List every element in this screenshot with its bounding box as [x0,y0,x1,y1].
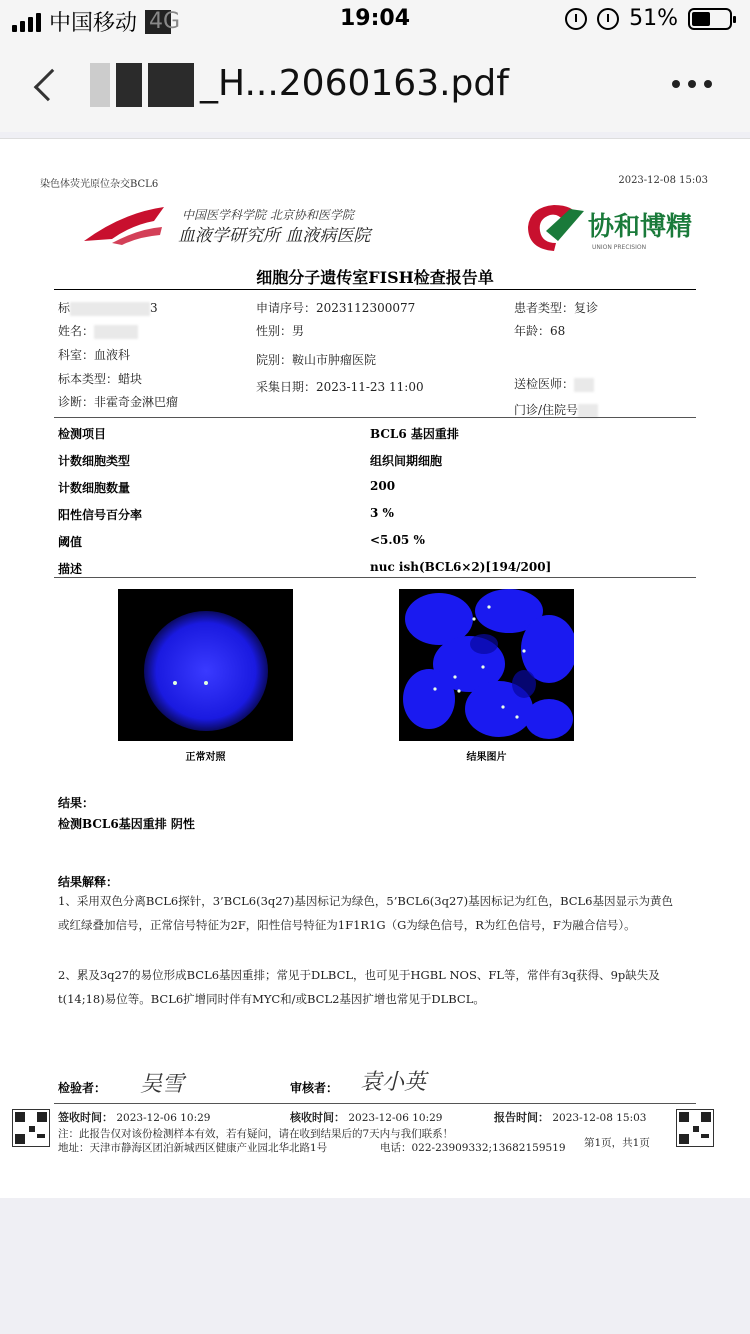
patient-name: 姓名： [58,322,138,339]
qr-code [12,1109,50,1147]
page-number: 第1页，共1页 [584,1137,650,1149]
qr-code [676,1109,714,1147]
result-row [58,506,698,523]
gender: 性别：男 [256,324,305,338]
redaction-block [90,63,110,107]
chevron-left-icon [34,69,67,102]
sign-time: 签收时间： 2023-12-06 10:29 [58,1111,211,1124]
svg-text:协和博精: 协和博精 [588,212,693,242]
svg-text:UNION PRECISION: UNION PRECISION [592,244,647,251]
interpretation-heading: 结果解释： [58,875,119,889]
result-value: 3 % [370,506,394,520]
network-type: 4G [149,9,181,34]
age: 年龄：68 [514,324,566,338]
nav-bar [0,40,750,132]
hospital-logo [82,203,402,247]
result-label: 计数细胞类型 [58,454,131,468]
phone: 电话：022-23909332;13682159519 [380,1142,566,1154]
result-label: 阈值 [58,535,83,549]
check-time: 核收时间： 2023-12-06 10:29 [290,1111,443,1124]
battery-icon [688,8,732,30]
result-value: BCL6 基因重排 [370,427,459,441]
result-row [58,560,698,577]
examiner-signature: 吴雪 [140,1072,185,1097]
result-value: 组织间期细胞 [370,454,443,468]
sample-type: 标本类型：蜡块 [58,372,143,386]
redaction-block [148,63,194,107]
redaction-block [116,63,142,107]
result-row [58,452,698,469]
back-button[interactable] [30,60,60,110]
battery-percent: 51% [629,6,678,31]
address: 地址：天津市静海区团泊新城西区健康产业园北华北路1号 [58,1142,328,1154]
result-heading: 结果： [58,796,95,810]
result-label: 计数细胞数量 [58,481,131,495]
report-title: 细胞分子遗传室FISH检查报告单 [256,268,494,287]
status-bar [0,0,750,40]
clock: 19:04 [339,6,411,31]
rotation-lock-icon [565,8,587,30]
union-precision-logo [524,201,694,253]
header-left: 染色体荧光原位杂交BCL6 [40,179,159,190]
result-image [399,589,574,741]
normal-control-image [118,589,293,741]
doctor: 送检医师： [514,375,594,392]
carrier-name: 中国移动 [49,11,138,36]
result-value: <5.05 % [370,533,425,547]
department: 科室：血液科 [58,348,131,362]
clinic-no: 门诊/住院号 [514,401,598,418]
reviewer-label: 审核者： [290,1081,339,1095]
result-label: 描述 [58,562,83,576]
svg-text:中国医学科学院 北京协和医学院: 中国医学科学院 北京协和医学院 [182,208,354,222]
patient-type: 患者类型：复诊 [514,301,599,315]
result-value: 200 [370,479,396,493]
report-time: 报告时间： 2023-12-08 15:03 [494,1111,647,1124]
interpretation-1: 1、采用双色分离BCL6探针，3’BCL6(3q27)基因标记为绿色，5’BCL6(3q27)基因标记为红色，BCL6基因显示为黄色或红绿叠加信号，正常信号特征为2F，阳性信号特征为1F1R1G（G为绿色信号，R为红色信号，F为融合信号）。 [58,894,673,932]
normal-control-caption: 正常对照 [185,752,226,763]
disclaimer: 注：此报告仅对该份检测样本有效，若有疑问，请在收到结果后的7天内与我们联系！ [58,1128,454,1140]
file-name: _H...2060163.pdf [200,63,509,104]
header-right: 2023-12-08 15:03 [618,175,708,186]
examiner-label: 检验者： [58,1081,107,1095]
more-button[interactable] [672,80,712,88]
specimen-no: 标 3 [58,301,158,315]
alarm-icon [597,8,619,30]
collect-date: 采集日期：2023-11-23 11:00 [256,380,424,394]
result-image-caption: 结果图片 [466,752,507,763]
result-label: 阳性信号百分率 [58,508,143,522]
interpretation-2: 2、累及3q27的易位形成BCL6基因重排；常见于DLBCL，也可见于HGBL NOS、FL等，常伴有3q获得、9p缺失及t(14;18)易位等。BCL6扩增同时伴有MYC和/或BCL2基因扩增也常见于DLBCL。 [58,968,660,1006]
hospital: 院别：鞍山市肿瘤医院 [256,353,377,367]
reviewer-signature: 袁小英 [360,1070,427,1095]
nav-title [90,58,650,110]
result-text: 检测BCL6基因重排 阴性 [58,817,195,831]
result-value: nuc ish(BCL6×2)[194/200] [370,560,552,574]
result-row [58,533,698,550]
diagnosis: 诊断：非霍奇金淋巴瘤 [58,395,179,409]
pdf-page[interactable] [0,138,750,1198]
svg-text:血液学研究所 血液病医院: 血液学研究所 血液病医院 [178,226,371,246]
result-label: 检测项目 [58,427,107,441]
result-row [58,479,698,496]
request-no: 申请序号：2023112300077 [256,301,416,315]
result-row [58,425,698,442]
